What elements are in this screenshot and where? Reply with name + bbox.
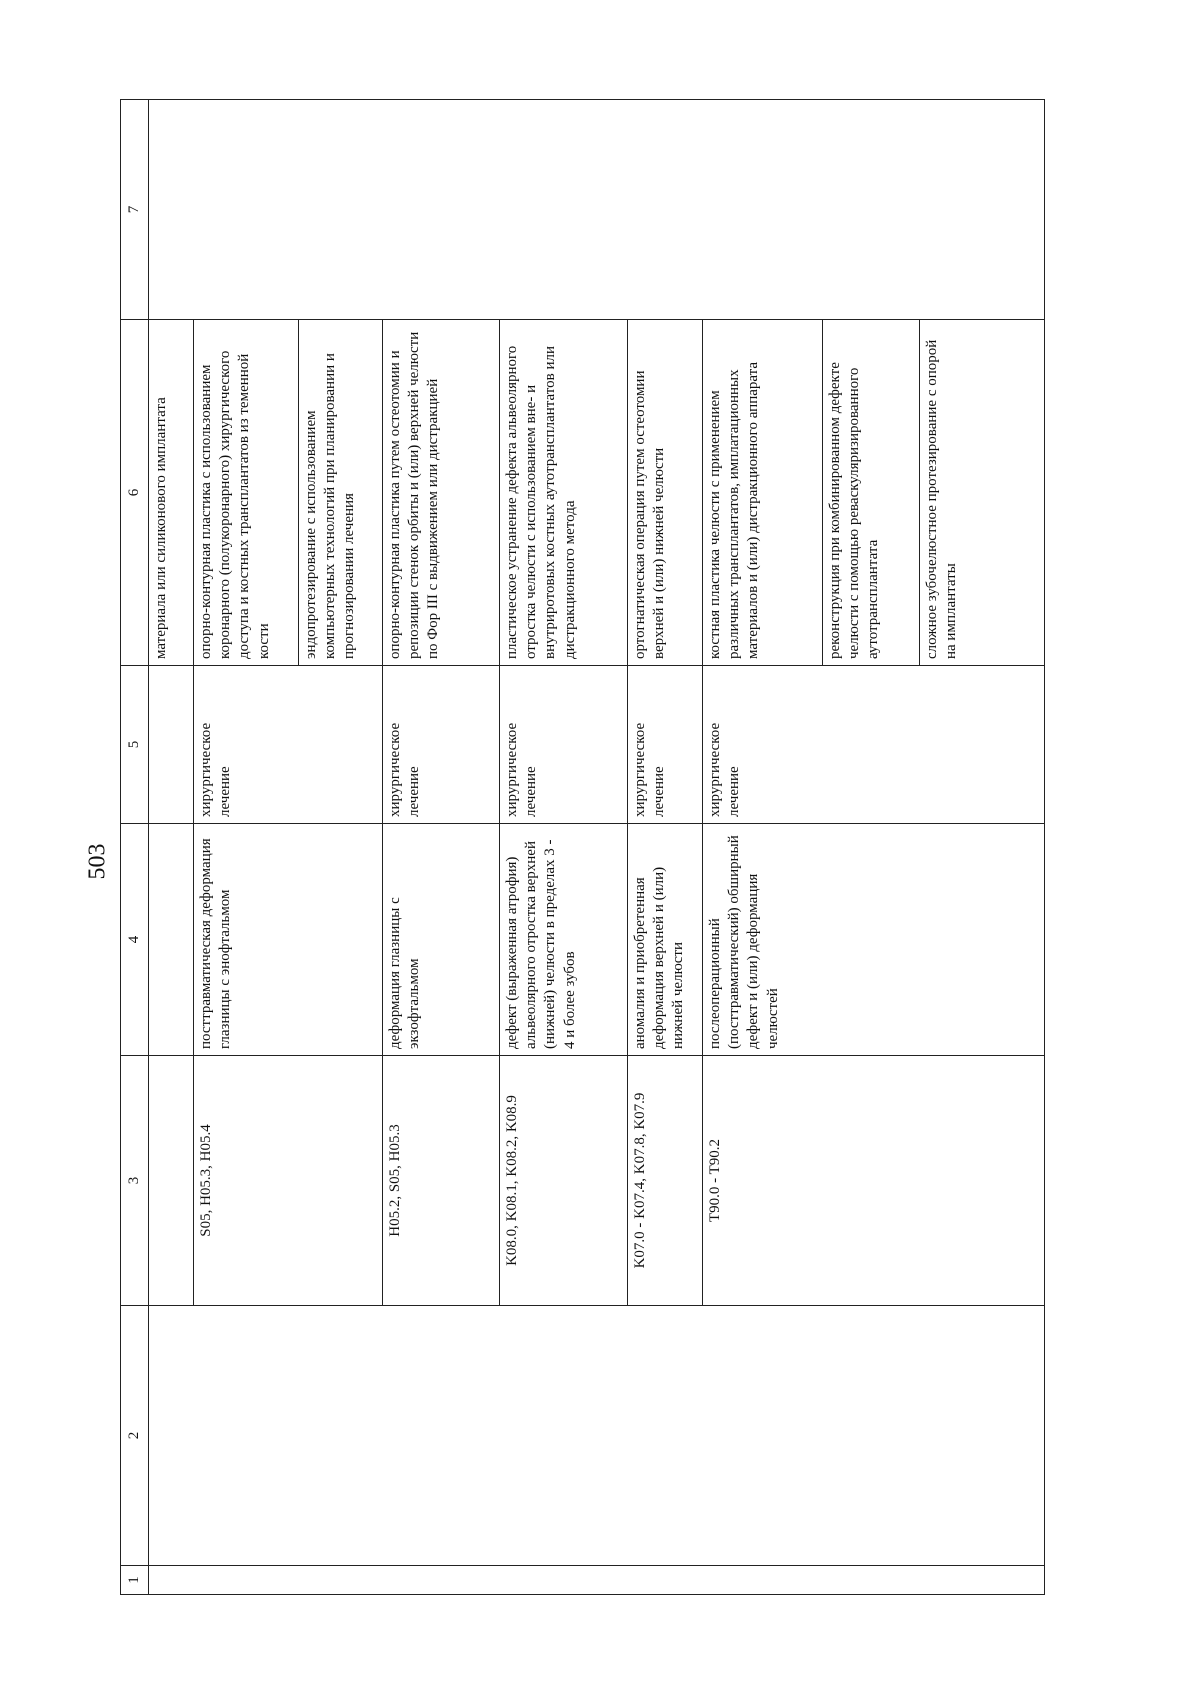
column-number-row (121, 100, 149, 1595)
page-number: 503 (84, 843, 111, 880)
code-cell: S05, H05.3, H05.4 (194, 1056, 383, 1306)
method-cell: эндопротезирование с использованием компьютерных технологий при планировании и прогнозировании лечения (299, 320, 383, 666)
treatment-type-cell (149, 666, 194, 824)
treatment-type-cell: хирургическое лечение (194, 666, 383, 824)
condition-cell: деформация глазницы с экзофтальмом (383, 824, 500, 1056)
code-cell: K07.0 - K07.4, K07.8, K07.9 (628, 1056, 703, 1306)
col-number-2: 2 (121, 1306, 149, 1566)
col2-cell (149, 1306, 1045, 1566)
col-number-7: 7 (121, 100, 149, 320)
code-cell: H05.2, S05, H05.3 (383, 1056, 500, 1306)
method-cell: костная пластика челюсти с применением различных трансплантатов, имплатационных материалов и (или) дистракционного аппарата (703, 320, 823, 666)
treatment-type-cell: хирургическое лечение (383, 666, 500, 824)
code-cell: K08.0, K08.1, K08.2, K08.9 (500, 1056, 628, 1306)
condition-cell: дефект (выраженная атрофия) альвеолярного отростка верхней (нижней) челюсти в пределах 3 - 4 и более зубов (500, 824, 628, 1056)
col-number-1: 1 (121, 1566, 149, 1595)
table-row (149, 100, 194, 1595)
method-cell: ортогнатическая операция путем остеотомии верхней и (или) нижней челюсти (628, 320, 703, 666)
code-cell (149, 1056, 194, 1306)
col-number-5: 5 (121, 666, 149, 824)
col-number-4: 4 (121, 824, 149, 1056)
col1-cell (149, 1566, 1045, 1595)
rotated-table-container (120, 100, 1045, 1595)
condition-cell: аномалия и приобретенная деформация верхней и (или) нижней челюсти (628, 824, 703, 1056)
treatment-type-cell: хирургическое лечение (628, 666, 703, 824)
method-cell: реконструкция при комбинированном дефекте челюсти с помощью реваскуляризированного аутотрансплантата (823, 320, 920, 666)
condition-cell: посттравматическая деформация глазницы с энофтальмом (194, 824, 383, 1056)
code-cell: T90.0 - T90.2 (703, 1056, 1045, 1306)
medical-care-table (120, 99, 1045, 1595)
treatment-type-cell: хирургическое лечение (703, 666, 1045, 824)
condition-cell (149, 824, 194, 1056)
method-cell: материала или силиконового имплантата (149, 320, 194, 666)
treatment-type-cell: хирургическое лечение (500, 666, 628, 824)
method-cell: опорно-контурная пластика путем остеотомии и репозиции стенок орбиты и (или) верхней челюсти по Фор III с выдвижением или дистракцией (383, 320, 500, 666)
col7-cell (149, 100, 1045, 320)
method-cell: опорно-контурная пластика с использованием коронарного (полукоронарного) хирургического доступа и костных трансплантатов из теменной кости (194, 320, 299, 666)
method-cell: пластическое устранение дефекта альвеолярного отростка челюсти с использованием вне- и внутриротовых костных аутотрансплантатов или дистракционного метода (500, 320, 628, 666)
col-number-3: 3 (121, 1056, 149, 1306)
condition-cell: послеоперационный (посттравматический) обширный дефект и (или) деформация челюстей (703, 824, 1045, 1056)
method-cell: сложное зубочелюстное протезирование с опорой на имплантаты (920, 320, 1045, 666)
col-number-6: 6 (121, 320, 149, 666)
